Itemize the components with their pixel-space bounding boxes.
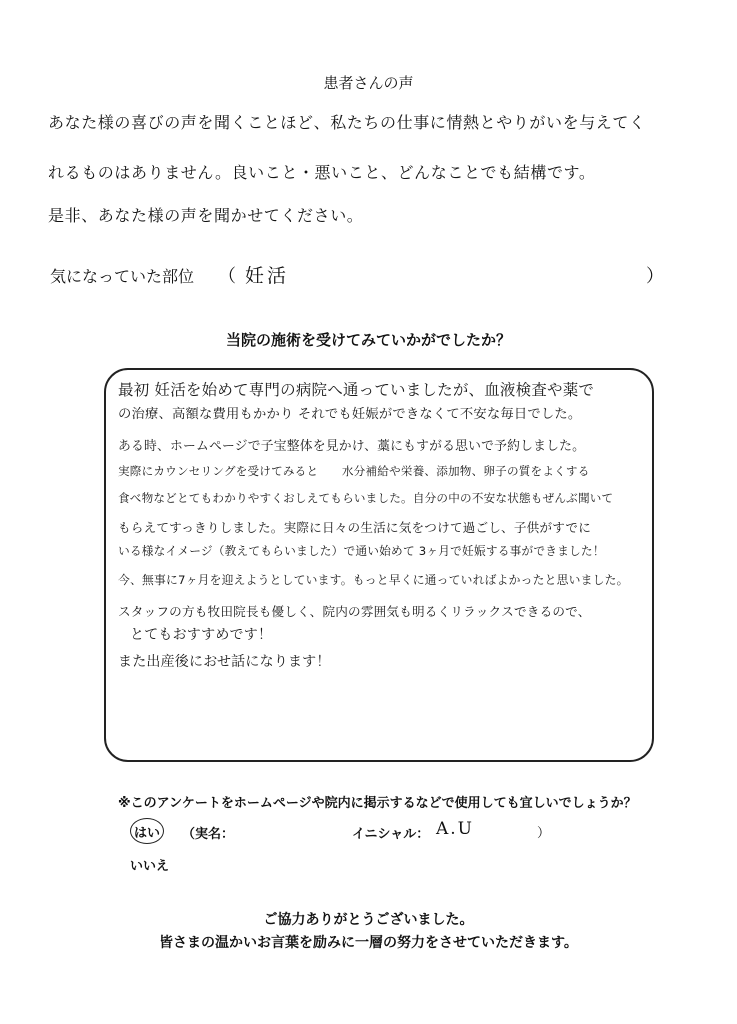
form-title: 患者さんの声 <box>323 74 414 92</box>
question-heading: 当院の施術を受けてみていかがでしたか？ <box>225 331 511 349</box>
answer-line-1: 最初 妊活を始めて専門の病院へ通っていましたが、血液検査や薬で <box>118 381 595 399</box>
answer-line-10: とてもおすすめです！ <box>130 627 273 643</box>
intro-line-1: あなた様の喜びの声を聞くことほど、私たちの仕事に情熱とやりがいを与えてく <box>48 113 646 132</box>
answer-line-9: スタッフの方も牧田院長も優しく、院内の雰囲気も明るくリラックスできるので、 <box>118 604 591 619</box>
answer-line-6: もらえてすっきりしました。実際に日々の生活に気をつけて過ごし、子供がすでに <box>118 520 591 535</box>
concern-label: 気になっていた部位 <box>50 267 195 286</box>
consent-question: ※このアンケートをホームページや院内に掲示するなどで使用しても宜しいでしょうか？ <box>118 796 637 811</box>
answer-line-7: いる様なイメージ（教えてもらいました）で通い始めて 3ヶ月で妊娠する事ができました！ <box>118 544 605 558</box>
real-name-label: （実名： <box>182 827 235 842</box>
answer-line-4: 実際にカウンセリングを受けてみると 水分補給や栄養、添加物、卵子の質をよくする <box>118 464 590 478</box>
answer-line-5: 食べ物などとてもわかりやすくおしえてもらいました。自分の中の不安な状態もぜんぶ聞いて <box>118 491 614 505</box>
concern-close-paren: ） <box>646 266 664 287</box>
answer-box <box>104 368 654 762</box>
intro-line-2: れるものはありません。良いこと・悪いこと、どんなことでも結構です。 <box>48 163 596 182</box>
answer-line-2: の治療、高額な費用もかかり それでも妊娠ができなくて不安な毎日でした。 <box>118 407 582 422</box>
option-yes: はい <box>134 826 161 841</box>
answer-line-3: ある時、ホームページで子宝整体を見かけ、藁にもすがる思いで予約しました。 <box>118 439 586 454</box>
intro-line-3: 是非、あなた様の声を聞かせてください。 <box>48 206 364 225</box>
answer-line-8: 今、無事に7ヶ月を迎えようとしています。もっと早くに通っていればよかったと思いました。 <box>118 573 629 587</box>
initial-label: イニシャル： <box>352 827 430 842</box>
option-no: いいえ <box>130 859 170 874</box>
thanks-line-1: ご協力ありがとうございました。 <box>263 912 474 928</box>
concern-value: 妊活 <box>245 265 290 287</box>
thanks-line-2: 皆さまの温かいお言葉を励みに一層の努力をさせていただきます。 <box>159 935 578 951</box>
initial-close-paren: ） <box>537 826 551 841</box>
answer-line-11: また出産後におせ話になります！ <box>118 654 331 670</box>
concern-open-paren: （ <box>218 266 236 287</box>
initial-value: A.U <box>436 819 475 839</box>
